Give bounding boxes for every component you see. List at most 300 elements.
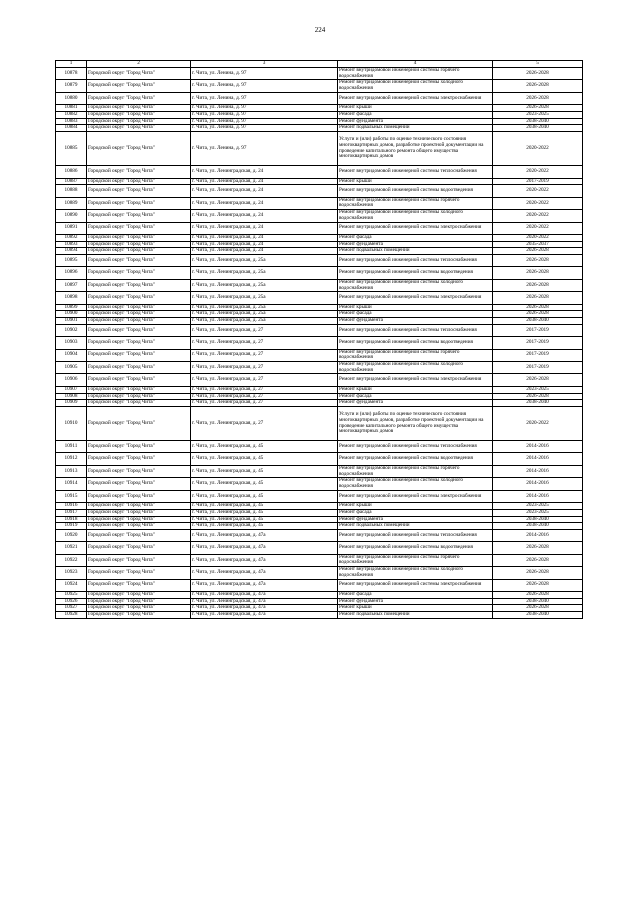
row-number-cell: 10882: [56, 111, 87, 118]
table-row: [56, 337, 583, 349]
address-cell: г. Чита, ул. Ленина, д. 97: [191, 118, 338, 125]
municipality-cell: Городской округ "Город Чита": [87, 400, 191, 407]
address-cell: г. Чита, ул. Ленина, д. 97: [191, 80, 338, 92]
work-type-cell: Услуги и (или) работы по оценке технического состояния многоквартирных домов, разработке проектной документации на проведение капитального ремонта общего имущества многоквартирных домов: [338, 132, 493, 166]
work-type-cell: Ремонт фундамента: [338, 400, 493, 407]
table-row: [56, 612, 583, 619]
period-cell: 2020-2022: [493, 210, 583, 222]
municipality-cell: Городской округ "Город Чита": [87, 605, 191, 612]
row-number-cell: 10920: [56, 529, 87, 541]
municipality-cell: Городской округ "Город Чита": [87, 453, 191, 465]
table-row: [56, 80, 583, 92]
table-row: [56, 509, 583, 516]
period-cell: 2017-2019: [493, 349, 583, 361]
municipality-cell: Городской округ "Город Чита": [87, 612, 191, 619]
row-number-cell: 10895: [56, 255, 87, 267]
municipality-cell: Городской округ "Город Чита": [87, 178, 191, 185]
period-cell: 2026-2028: [493, 393, 583, 400]
table-row: [56, 125, 583, 132]
municipality-cell: Городской округ "Город Чита": [87, 166, 191, 178]
table-row: [56, 490, 583, 502]
row-number-cell: 10889: [56, 197, 87, 209]
period-cell: 2038-2040: [493, 400, 583, 407]
period-cell: 2020-2022: [493, 222, 583, 234]
address-cell: г. Чита, ул. Ленинградская, д. 45: [191, 478, 338, 490]
work-type-cell: Ремонт внутридомовой инженерной системы электроснабжения: [338, 292, 493, 304]
period-cell: 2017-2019: [493, 362, 583, 374]
work-type-cell: Ремонт фундамента: [338, 118, 493, 125]
period-cell: 2038-2040: [493, 125, 583, 132]
municipality-cell: Городской округ "Город Чита": [87, 324, 191, 336]
municipality-cell: Городской округ "Город Чита": [87, 362, 191, 374]
municipality-cell: Городской округ "Город Чита": [87, 465, 191, 477]
row-number-cell: 10887: [56, 178, 87, 185]
table-row: [56, 523, 583, 530]
address-cell: г. Чита, ул. Ленинградская, д. 27: [191, 337, 338, 349]
address-cell: г. Чита, ул. Ленинградская, д. 25а: [191, 292, 338, 304]
row-number-cell: 10928: [56, 612, 87, 619]
period-cell: 2017-2019: [493, 324, 583, 336]
work-type-cell: Ремонт внутридомовой инженерной системы холодного водоснабжения: [338, 279, 493, 291]
address-cell: г. Чита, ул. Ленинградская, д. 25а: [191, 318, 338, 325]
address-cell: г. Чита, ул. Ленинградская, д. 45: [191, 465, 338, 477]
row-number-cell: 10881: [56, 105, 87, 112]
period-cell: 2026-2028: [493, 554, 583, 566]
row-number-cell: 10910: [56, 407, 87, 441]
address-cell: г. Чита, ул. Ленинградская, д. 45: [191, 453, 338, 465]
row-number-cell: 10905: [56, 362, 87, 374]
period-cell: 2017-2019: [493, 178, 583, 185]
period-cell: 2020-2022: [493, 185, 583, 197]
address-cell: г. Чита, ул. Ленинградская, д. 47а: [191, 542, 338, 554]
municipality-cell: Городской округ "Город Чита": [87, 503, 191, 510]
period-cell: 2026-2028: [493, 68, 583, 80]
period-cell: 2026-2028: [493, 374, 583, 386]
period-cell: 2026-2028: [493, 267, 583, 279]
period-cell: 2020-2022: [493, 234, 583, 241]
municipality-cell: Городской округ "Город Чита": [87, 441, 191, 453]
work-type-cell: Ремонт крыши: [338, 178, 493, 185]
row-number-cell: 10898: [56, 292, 87, 304]
period-cell: 2023-2025: [493, 111, 583, 118]
work-type-cell: Ремонт внутридомовой инженерной системы теплоснабжения: [338, 255, 493, 267]
work-type-cell: Ремонт внутридомовой инженерной системы электроснабжения: [338, 490, 493, 502]
table-row: [56, 407, 583, 441]
table-row: [56, 255, 583, 267]
period-cell: 2038-2040: [493, 318, 583, 325]
row-number-cell: 10901: [56, 318, 87, 325]
address-cell: г. Чита, ул. Ленина, д. 97: [191, 125, 338, 132]
table-row: [56, 132, 583, 166]
period-cell: 2026-2028: [493, 92, 583, 104]
period-cell: 2038-2040: [493, 612, 583, 619]
table-body: [56, 68, 583, 619]
row-number-cell: 10900: [56, 311, 87, 318]
row-number-cell: 10886: [56, 166, 87, 178]
period-cell: 2038-2040: [493, 516, 583, 523]
work-type-cell: Ремонт фасада: [338, 311, 493, 318]
work-type-cell: Ремонт крыши: [338, 503, 493, 510]
address-cell: г. Чита, ул. Ленинградская, д. 25а: [191, 255, 338, 267]
period-cell: 2026-2028: [493, 605, 583, 612]
row-number-cell: 10902: [56, 324, 87, 336]
address-cell: г. Чита, ул. Ленинградская, д. 24: [191, 185, 338, 197]
column-header: 4: [338, 61, 493, 68]
table-row: [56, 567, 583, 579]
work-type-cell: Ремонт подвальных помещений: [338, 523, 493, 530]
table-row: [56, 529, 583, 541]
row-number-cell: 10894: [56, 248, 87, 255]
address-cell: г. Чита, ул. Ленина, д. 97: [191, 92, 338, 104]
period-cell: 2014-2016: [493, 490, 583, 502]
repair-schedule-table: [55, 60, 583, 619]
period-cell: 2014-2016: [493, 453, 583, 465]
address-cell: г. Чита, ул. Ленинградская, д. 27: [191, 386, 338, 393]
municipality-cell: Городской округ "Город Чита": [87, 118, 191, 125]
municipality-cell: Городской округ "Город Чита": [87, 80, 191, 92]
row-number-cell: 10878: [56, 68, 87, 80]
column-header: 2: [87, 61, 191, 68]
address-cell: г. Чита, ул. Ленинградская, д. 24: [191, 210, 338, 222]
work-type-cell: Ремонт фасада: [338, 509, 493, 516]
address-cell: г. Чита, ул. Ленина, д. 97: [191, 111, 338, 118]
work-type-cell: Услуги и (или) работы по оценке технического состояния многоквартирных домов, разработке проектной документации на проведение капитального ремонта общего имущества многоквартирных домов: [338, 407, 493, 441]
table-row: [56, 267, 583, 279]
work-type-cell: Ремонт внутридомовой инженерной системы водоотведения: [338, 453, 493, 465]
work-type-cell: Ремонт фасада: [338, 592, 493, 599]
address-cell: г. Чита, ул. Ленинградская, д. 24: [191, 241, 338, 248]
municipality-cell: Городской округ "Город Чита": [87, 267, 191, 279]
table-row: [56, 554, 583, 566]
municipality-cell: Городской округ "Город Чита": [87, 598, 191, 605]
address-cell: г. Чита, ул. Ленинградская, д. 24: [191, 178, 338, 185]
municipality-cell: Городской округ "Город Чита": [87, 105, 191, 112]
address-cell: г. Чита, ул. Ленинградская, д. 27: [191, 362, 338, 374]
period-cell: 2026-2028: [493, 567, 583, 579]
period-cell: 2038-2040: [493, 598, 583, 605]
table-row: [56, 318, 583, 325]
row-number-cell: 10888: [56, 185, 87, 197]
row-number-cell: 10880: [56, 92, 87, 104]
row-number-cell: 10904: [56, 349, 87, 361]
work-type-cell: Ремонт внутридомовой инженерной системы теплоснабжения: [338, 166, 493, 178]
table-row: [56, 222, 583, 234]
period-cell: 2020-2022: [493, 197, 583, 209]
municipality-cell: Городской округ "Город Чита": [87, 185, 191, 197]
row-number-cell: 10883: [56, 118, 87, 125]
row-number-cell: 10926: [56, 598, 87, 605]
table-row: [56, 68, 583, 80]
municipality-cell: Городской округ "Город Чита": [87, 490, 191, 502]
row-number-cell: 10922: [56, 554, 87, 566]
row-number-cell: 10893: [56, 241, 87, 248]
row-number-cell: 10918: [56, 516, 87, 523]
municipality-cell: Городской округ "Город Чита": [87, 311, 191, 318]
work-type-cell: Ремонт фундамента: [338, 241, 493, 248]
address-cell: г. Чита, ул. Ленинградская, д. 24: [191, 222, 338, 234]
address-cell: г. Чита, ул. Ленинградская, д. 47а: [191, 598, 338, 605]
work-type-cell: Ремонт крыши: [338, 105, 493, 112]
row-number-cell: 10897: [56, 279, 87, 291]
work-type-cell: Ремонт внутридомовой инженерной системы водоотведения: [338, 542, 493, 554]
table-header-row: [56, 61, 583, 68]
work-type-cell: Ремонт внутридомовой инженерной системы горячего водоснабжения: [338, 349, 493, 361]
work-type-cell: Ремонт внутридомовой инженерной системы теплоснабжения: [338, 441, 493, 453]
address-cell: г. Чита, ул. Ленинградская, д. 25а: [191, 304, 338, 311]
table-row: [56, 248, 583, 255]
work-type-cell: Ремонт внутридомовой инженерной системы теплоснабжения: [338, 529, 493, 541]
table-row: [56, 453, 583, 465]
table-row: [56, 465, 583, 477]
table-row: [56, 542, 583, 554]
table-row: [56, 178, 583, 185]
municipality-cell: Городской округ "Город Чита": [87, 567, 191, 579]
row-number-cell: 10917: [56, 509, 87, 516]
municipality-cell: Городской округ "Город Чита": [87, 279, 191, 291]
row-number-cell: 10906: [56, 374, 87, 386]
work-type-cell: Ремонт внутридомовой инженерной системы горячего водоснабжения: [338, 465, 493, 477]
municipality-cell: Городской округ "Город Чита": [87, 554, 191, 566]
address-cell: г. Чита, ул. Ленинградская, д. 47а: [191, 592, 338, 599]
address-cell: г. Чита, ул. Ленинградская, д. 45: [191, 441, 338, 453]
row-number-cell: 10885: [56, 132, 87, 166]
column-header: 1: [56, 61, 87, 68]
address-cell: г. Чита, ул. Ленинградская, д. 47а: [191, 612, 338, 619]
address-cell: г. Чита, ул. Ленинградская, д. 27: [191, 400, 338, 407]
row-number-cell: 10912: [56, 453, 87, 465]
row-number-cell: 10891: [56, 222, 87, 234]
row-number-cell: 10921: [56, 542, 87, 554]
row-number-cell: 10890: [56, 210, 87, 222]
period-cell: 2014-2016: [493, 441, 583, 453]
address-cell: г. Чита, ул. Ленинградская, д. 24: [191, 166, 338, 178]
work-type-cell: Ремонт внутридомовой инженерной системы электроснабжения: [338, 92, 493, 104]
table-row: [56, 374, 583, 386]
municipality-cell: Городской округ "Город Чита": [87, 542, 191, 554]
work-type-cell: Ремонт подвальных помещений: [338, 248, 493, 255]
municipality-cell: Городской округ "Город Чита": [87, 478, 191, 490]
address-cell: г. Чита, ул. Ленинградская, д. 45: [191, 523, 338, 530]
row-number-cell: 10907: [56, 386, 87, 393]
period-cell: 2023-2025: [493, 503, 583, 510]
period-cell: 2026-2028: [493, 592, 583, 599]
work-type-cell: Ремонт внутридомовой инженерной системы электроснабжения: [338, 374, 493, 386]
period-cell: 2020-2022: [493, 166, 583, 178]
period-cell: 2026-2028: [493, 292, 583, 304]
table-row: [56, 349, 583, 361]
period-cell: 2026-2028: [493, 311, 583, 318]
work-type-cell: Ремонт внутридомовой инженерной системы горячего водоснабжения: [338, 554, 493, 566]
address-cell: г. Чита, ул. Ленинградская, д. 45: [191, 509, 338, 516]
table-row: [56, 197, 583, 209]
period-cell: 2026-2028: [493, 579, 583, 591]
address-cell: г. Чита, ул. Ленинградская, д. 25а: [191, 311, 338, 318]
row-number-cell: 10909: [56, 400, 87, 407]
work-type-cell: Ремонт крыши: [338, 605, 493, 612]
row-number-cell: 10884: [56, 125, 87, 132]
table-row: [56, 400, 583, 407]
work-type-cell: Ремонт внутридомовой инженерной системы водоотведения: [338, 185, 493, 197]
work-type-cell: Ремонт фасада: [338, 393, 493, 400]
address-cell: г. Чита, ул. Ленинградская, д. 47а: [191, 605, 338, 612]
period-cell: 2026-2028: [493, 248, 583, 255]
row-number-cell: 10911: [56, 441, 87, 453]
row-number-cell: 10915: [56, 490, 87, 502]
municipality-cell: Городской округ "Город Чита": [87, 292, 191, 304]
row-number-cell: 10919: [56, 523, 87, 530]
table-row: [56, 362, 583, 374]
table-row: [56, 279, 583, 291]
work-type-cell: Ремонт внутридомовой инженерной системы холодного водоснабжения: [338, 80, 493, 92]
address-cell: г. Чита, ул. Ленинградская, д. 24: [191, 197, 338, 209]
work-type-cell: Ремонт фундамента: [338, 598, 493, 605]
work-type-cell: Ремонт внутридомовой инженерной системы водоотведения: [338, 337, 493, 349]
period-cell: 2038-2040: [493, 523, 583, 530]
municipality-cell: Городской округ "Город Чита": [87, 509, 191, 516]
work-type-cell: Ремонт фундамента: [338, 516, 493, 523]
municipality-cell: Городской округ "Город Чита": [87, 516, 191, 523]
address-cell: г. Чита, ул. Ленина, д. 97: [191, 132, 338, 166]
municipality-cell: Городской округ "Город Чита": [87, 374, 191, 386]
address-cell: г. Чита, ул. Ленинградская, д. 27: [191, 407, 338, 441]
period-cell: 2020-2022: [493, 407, 583, 441]
address-cell: г. Чита, ул. Ленинградская, д. 27: [191, 393, 338, 400]
municipality-cell: Городской округ "Город Чита": [87, 523, 191, 530]
work-type-cell: Ремонт внутридомовой инженерной системы водоотведения: [338, 267, 493, 279]
work-type-cell: Ремонт подвальных помещений: [338, 125, 493, 132]
municipality-cell: Городской округ "Город Чита": [87, 248, 191, 255]
work-type-cell: Ремонт внутридомовой инженерной системы теплоснабжения: [338, 324, 493, 336]
municipality-cell: Городской округ "Город Чита": [87, 222, 191, 234]
municipality-cell: Городской округ "Город Чита": [87, 304, 191, 311]
address-cell: г. Чита, ул. Ленинградская, д. 47а: [191, 579, 338, 591]
address-cell: г. Чита, ул. Ленинградская, д. 47а: [191, 567, 338, 579]
work-type-cell: Ремонт внутридомовой инженерной системы электроснабжения: [338, 222, 493, 234]
address-cell: г. Чита, ул. Ленинградская, д. 47а: [191, 529, 338, 541]
work-type-cell: Ремонт фасада: [338, 234, 493, 241]
period-cell: 2014-2016: [493, 465, 583, 477]
work-type-cell: Ремонт фасада: [338, 111, 493, 118]
period-cell: 2026-2028: [493, 542, 583, 554]
work-type-cell: Ремонт внутридомовой инженерной системы холодного водоснабжения: [338, 362, 493, 374]
municipality-cell: Городской округ "Город Чита": [87, 386, 191, 393]
table-row: [56, 478, 583, 490]
period-cell: 2026-2028: [493, 304, 583, 311]
column-header: 5: [493, 61, 583, 68]
table-row: [56, 292, 583, 304]
municipality-cell: Городской округ "Город Чита": [87, 393, 191, 400]
municipality-cell: Городской округ "Город Чита": [87, 579, 191, 591]
row-number-cell: 10903: [56, 337, 87, 349]
address-cell: г. Чита, ул. Ленина, д. 97: [191, 105, 338, 112]
municipality-cell: Городской округ "Город Чита": [87, 111, 191, 118]
address-cell: г. Чита, ул. Ленинградская, д. 45: [191, 516, 338, 523]
work-type-cell: Ремонт внутридомовой инженерной системы холодного водоснабжения: [338, 210, 493, 222]
municipality-cell: Городской округ "Город Чита": [87, 318, 191, 325]
municipality-cell: Городской округ "Город Чита": [87, 349, 191, 361]
municipality-cell: Городской округ "Город Чита": [87, 234, 191, 241]
period-cell: 2023-2025: [493, 509, 583, 516]
work-type-cell: Ремонт внутридомовой инженерной системы горячего водоснабжения: [338, 68, 493, 80]
address-cell: г. Чита, ул. Ленинградская, д. 27: [191, 349, 338, 361]
address-cell: г. Чита, ул. Ленинградская, д. 47а: [191, 554, 338, 566]
table-row: [56, 324, 583, 336]
address-cell: г. Чита, ул. Ленинградская, д. 27: [191, 374, 338, 386]
row-number-cell: 10923: [56, 567, 87, 579]
column-header: 3: [191, 61, 338, 68]
table-row: [56, 210, 583, 222]
work-type-cell: Ремонт подвальных помещений: [338, 612, 493, 619]
municipality-cell: Городской округ "Город Чита": [87, 125, 191, 132]
period-cell: 2026-2028: [493, 279, 583, 291]
work-type-cell: Ремонт внутридомовой инженерной системы холодного водоснабжения: [338, 478, 493, 490]
work-type-cell: Ремонт внутридомовой инженерной системы электроснабжения: [338, 579, 493, 591]
period-cell: 2038-2040: [493, 118, 583, 125]
table-row: [56, 579, 583, 591]
municipality-cell: Городской округ "Город Чита": [87, 241, 191, 248]
row-number-cell: 10899: [56, 304, 87, 311]
table-row: [56, 92, 583, 104]
work-type-cell: Ремонт крыши: [338, 304, 493, 311]
row-number-cell: 10896: [56, 267, 87, 279]
municipality-cell: Городской округ "Город Чита": [87, 210, 191, 222]
municipality-cell: Городской округ "Город Чита": [87, 337, 191, 349]
period-cell: 2017-2019: [493, 337, 583, 349]
row-number-cell: 10927: [56, 605, 87, 612]
period-cell: 2020-2022: [493, 132, 583, 166]
municipality-cell: Городской округ "Город Чита": [87, 529, 191, 541]
period-cell: 2014-2016: [493, 529, 583, 541]
row-number-cell: 10908: [56, 393, 87, 400]
period-cell: 2026-2028: [493, 80, 583, 92]
address-cell: г. Чита, ул. Ленина, д. 97: [191, 68, 338, 80]
row-number-cell: 10916: [56, 503, 87, 510]
row-number-cell: 10914: [56, 478, 87, 490]
period-cell: 2023-2025: [493, 386, 583, 393]
row-number-cell: 10924: [56, 579, 87, 591]
table-row: [56, 166, 583, 178]
period-cell: 2035-2037: [493, 241, 583, 248]
address-cell: г. Чита, ул. Ленинградская, д. 24: [191, 234, 338, 241]
table-row: [56, 441, 583, 453]
row-number-cell: 10913: [56, 465, 87, 477]
address-cell: г. Чита, ул. Ленинградская, д. 45: [191, 490, 338, 502]
municipality-cell: Городской округ "Город Чита": [87, 255, 191, 267]
address-cell: г. Чита, ул. Ленинградская, д. 25а: [191, 279, 338, 291]
municipality-cell: Городской округ "Город Чита": [87, 132, 191, 166]
address-cell: г. Чита, ул. Ленинградская, д. 45: [191, 503, 338, 510]
period-cell: 2014-2016: [493, 478, 583, 490]
municipality-cell: Городской округ "Город Чита": [87, 68, 191, 80]
municipality-cell: Городской округ "Город Чита": [87, 92, 191, 104]
municipality-cell: Городской округ "Город Чита": [87, 592, 191, 599]
period-cell: 2026-2028: [493, 255, 583, 267]
row-number-cell: 10892: [56, 234, 87, 241]
page-number: 224: [314, 26, 326, 34]
table-row: [56, 185, 583, 197]
address-cell: г. Чита, ул. Ленинградская, д. 25а: [191, 267, 338, 279]
municipality-cell: Городской округ "Город Чита": [87, 407, 191, 441]
address-cell: г. Чита, ул. Ленинградская, д. 24: [191, 248, 338, 255]
work-type-cell: Ремонт внутридомовой инженерной системы холодного водоснабжения: [338, 567, 493, 579]
work-type-cell: Ремонт фундамента: [338, 318, 493, 325]
period-cell: 2026-2028: [493, 105, 583, 112]
address-cell: г. Чита, ул. Ленинградская, д. 27: [191, 324, 338, 336]
work-type-cell: Ремонт внутридомовой инженерной системы горячего водоснабжения: [338, 197, 493, 209]
row-number-cell: 10879: [56, 80, 87, 92]
work-type-cell: Ремонт крыши: [338, 386, 493, 393]
row-number-cell: 10925: [56, 592, 87, 599]
